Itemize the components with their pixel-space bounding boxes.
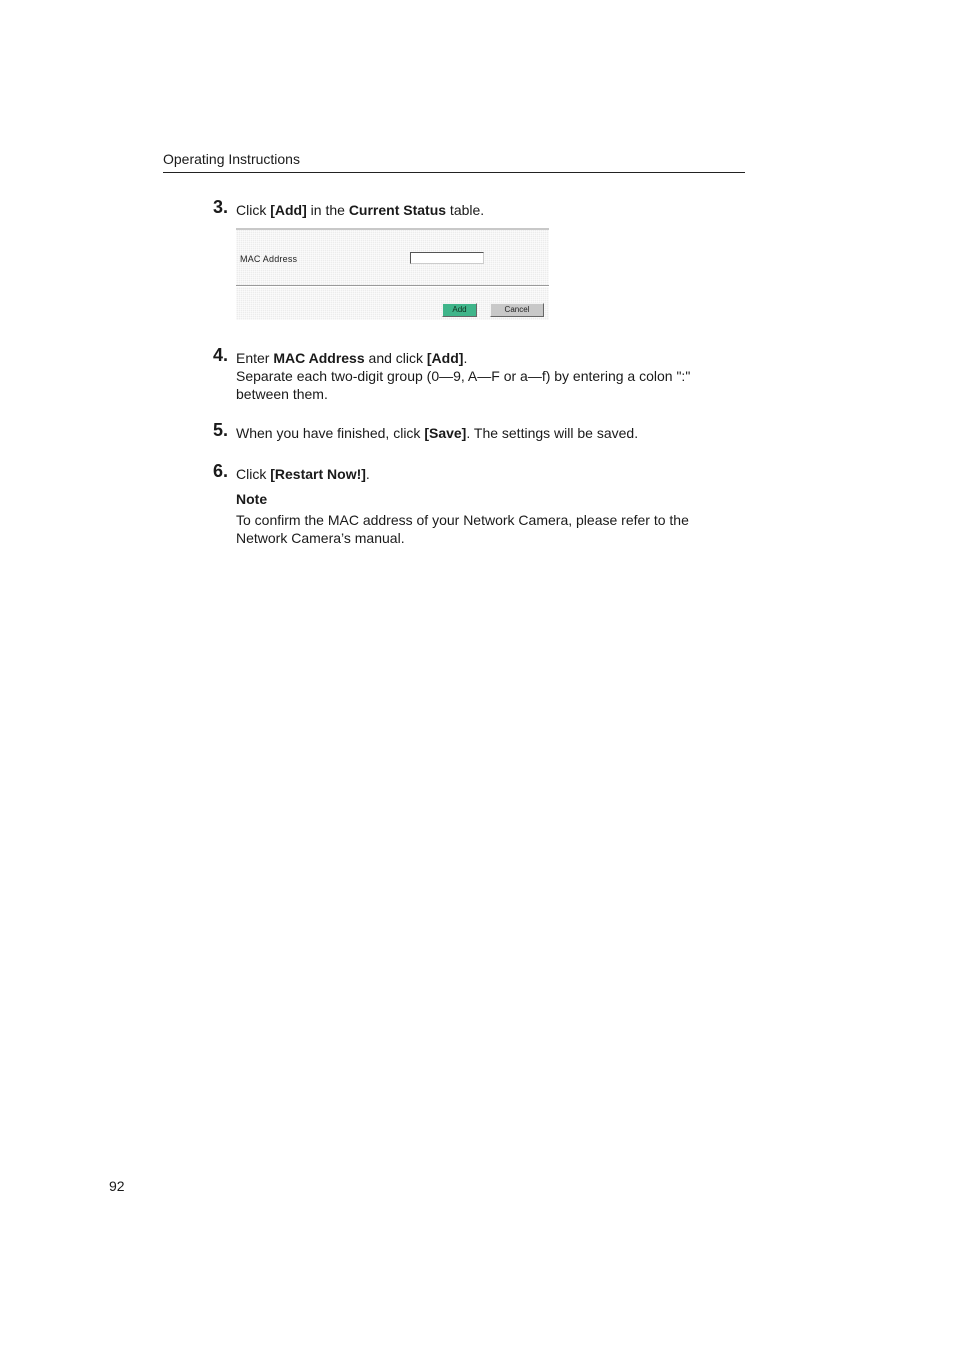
running-header: Operating Instructions: [163, 151, 300, 167]
mac-address-label: MAC Address: [240, 254, 298, 264]
page-number: 92: [109, 1178, 125, 1194]
step-text: Click [Restart Now!]. Note To confirm the MAC address of your Network Camera, please refer to the Network Camera’s manual.: [236, 465, 726, 547]
cancel-button[interactable]: Cancel: [490, 303, 544, 317]
step-number: 6.: [213, 461, 229, 481]
step-number: 4.: [213, 345, 229, 365]
step-text: Click [Add] in the Current Status table.: [236, 202, 485, 218]
mac-address-input[interactable]: [410, 252, 484, 264]
step-number: 3.: [213, 197, 229, 217]
note-title: Note: [236, 491, 268, 507]
step-number: 5.: [213, 420, 229, 440]
step-text: Enter MAC Address and click [Add]. Separate each two-digit group (0—9, A—F or a—f) by entering a colon ":" between them.: [236, 350, 691, 402]
note-text: Network Camera’s manual.: [236, 530, 405, 546]
add-button[interactable]: Add: [442, 303, 477, 317]
form-divider: [236, 285, 549, 287]
header-rule: [163, 172, 745, 173]
note-text: To confirm the MAC address of your Network Camera, please refer to the: [236, 512, 689, 528]
mac-address-form: [236, 228, 549, 320]
step-text: When you have finished, click [Save]. The settings will be saved.: [236, 425, 639, 441]
